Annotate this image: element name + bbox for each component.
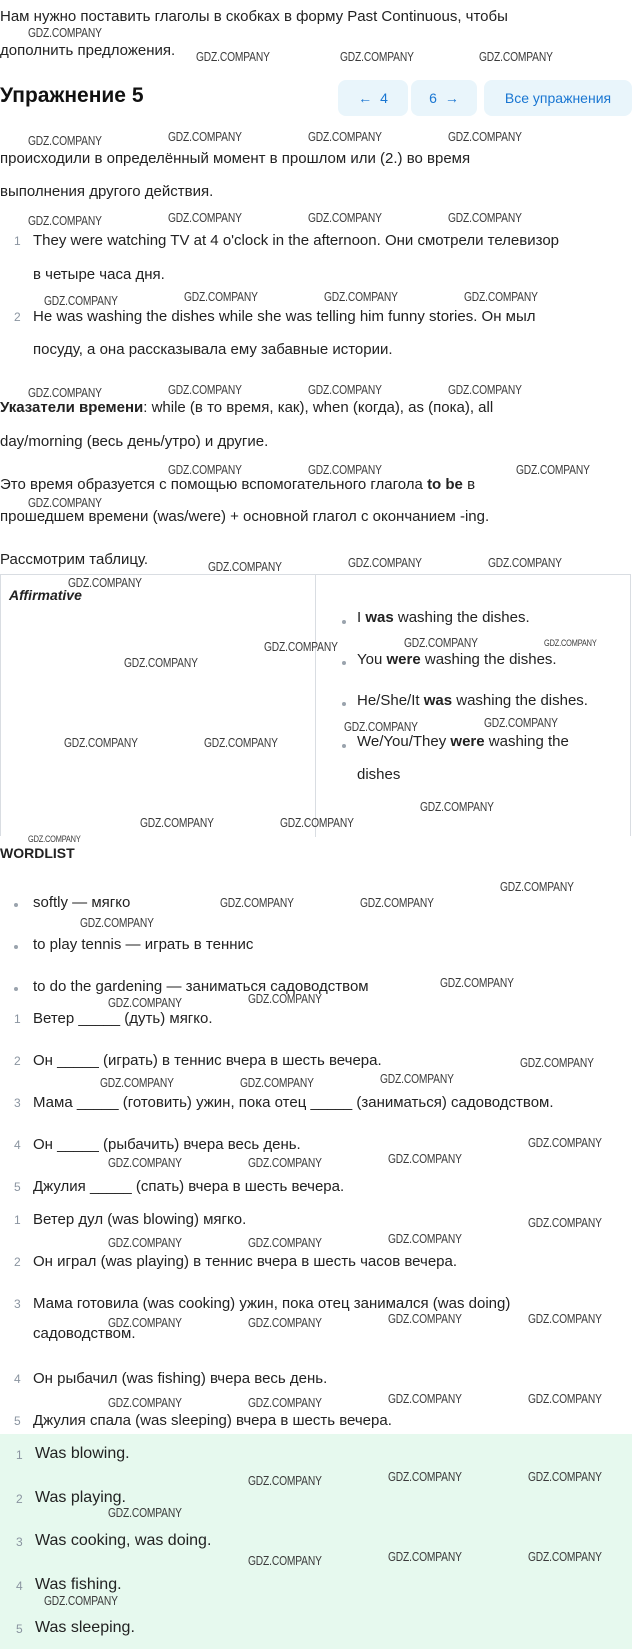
task-item: Он _____ (играть) в теннис вчера в шесть вечера.: [33, 1052, 382, 1069]
example-line: посуду, а она рассказывала ему забавные истории.: [33, 341, 393, 358]
watermark: GDZ.COMPANY: [184, 290, 258, 304]
watermark: GDZ.COMPANY: [488, 556, 562, 570]
bullet-icon: [14, 987, 18, 991]
watermark: GDZ.COMPANY: [388, 1392, 462, 1406]
task-item: Ветер _____ (дуть) мягко.: [33, 1010, 213, 1027]
all-exercises-label: Все упражнения: [504, 90, 612, 106]
watermark: GDZ.COMPANY: [108, 1506, 182, 1520]
row-verb: were: [450, 733, 485, 750]
watermark: GDZ.COMPANY: [108, 1316, 182, 1330]
wordlist-item: to play tennis — играть в теннис: [33, 936, 254, 953]
watermark: GDZ.COMPANY: [440, 976, 514, 990]
watermark: GDZ.COMPANY: [528, 1470, 602, 1484]
watermark: GDZ.COMPANY: [108, 996, 182, 1010]
watermark: GDZ.COMPANY: [208, 560, 282, 574]
affirmative-table: [0, 574, 631, 836]
watermark: GDZ.COMPANY: [264, 640, 338, 654]
formation-text: Это время образуется с помощью вспомогательного глагола: [0, 476, 428, 493]
translation-item: Джулия спала (was sleeping) вчера в шесть вечера.: [33, 1412, 392, 1429]
time-markers-heading: Указатели времени: [0, 399, 144, 416]
watermark: GDZ.COMPANY: [68, 576, 142, 590]
table-intro: Рассмотрим таблицу.: [0, 551, 149, 568]
table-row: [357, 609, 530, 626]
theory-line-1: происходили в определённый момент в прошлом или (2.) во время: [0, 150, 471, 167]
watermark: GDZ.COMPANY: [248, 992, 322, 1006]
example-number: 1: [14, 234, 21, 248]
task-number: 2: [14, 1054, 21, 1068]
watermark: GDZ.COMPANY: [280, 816, 354, 830]
watermark: GDZ.COMPANY: [44, 1594, 118, 1608]
row-verb: were: [386, 651, 421, 668]
next-exercise-label: 6: [429, 90, 437, 106]
watermark: GDZ.COMPANY: [28, 214, 102, 228]
watermark: GDZ.COMPANY: [28, 386, 102, 400]
task-number: 4: [14, 1138, 21, 1152]
watermark: GDZ.COMPANY: [344, 720, 418, 734]
answer-number: 4: [16, 1579, 23, 1593]
watermark: GDZ.COMPANY: [248, 1236, 322, 1250]
answer-item: Was cooking, was doing.: [35, 1532, 212, 1549]
answers-panel: [0, 1434, 632, 1649]
watermark: GDZ.COMPANY: [448, 211, 522, 225]
task-number: 3: [14, 1096, 21, 1110]
watermark: GDZ.COMPANY: [484, 716, 558, 730]
watermark: GDZ.COMPANY: [516, 463, 590, 477]
watermark: GDZ.COMPANY: [388, 1470, 462, 1484]
watermark: GDZ.COMPANY: [248, 1156, 322, 1170]
watermark: GDZ.COMPANY: [168, 383, 242, 397]
row-text-end: washing the: [484, 733, 569, 750]
answer-number: 1: [16, 1448, 23, 1462]
all-exercises-button[interactable]: [484, 80, 632, 116]
watermark: GDZ.COMPANY: [28, 496, 102, 510]
arrow-left-icon: ←: [358, 90, 373, 106]
watermark: GDZ.COMPANY: [220, 896, 294, 910]
bullet-icon: [342, 620, 346, 624]
example-line: He was washing the dishes while she was telling him funny stories. Он мыл: [33, 308, 536, 325]
arrow-right-icon: →: [444, 90, 459, 106]
watermark: GDZ.COMPANY: [168, 211, 242, 225]
prev-exercise-label: 4: [380, 90, 388, 106]
watermark: GDZ.COMPANY: [420, 800, 494, 814]
time-markers-text: : while (в то время, как), when (когда), as (пока), all: [143, 399, 494, 416]
watermark: GDZ.COMPANY: [168, 130, 242, 144]
translation-number: 3: [14, 1297, 21, 1311]
bullet-icon: [14, 945, 18, 949]
row-text-end: washing the dishes.: [393, 609, 530, 626]
wordlist-item: softly — мягко: [33, 894, 131, 911]
translation-item: Он рыбачил (was fishing) вчера весь день.: [33, 1370, 328, 1387]
watermark: GDZ.COMPANY: [520, 1056, 594, 1070]
answer-item: Was playing.: [35, 1489, 126, 1506]
watermark: GDZ.COMPANY: [124, 656, 198, 670]
watermark: GDZ.COMPANY: [248, 1474, 322, 1488]
answer-number: 3: [16, 1535, 23, 1549]
watermark: GDZ.COMPANY: [388, 1232, 462, 1246]
page-title: Упражнение 5: [0, 84, 144, 107]
watermark: GDZ.COMPANY: [448, 383, 522, 397]
formation-bold: to be: [427, 476, 463, 493]
watermark: GDZ.COMPANY: [448, 130, 522, 144]
watermark: GDZ.COMPANY: [108, 1236, 182, 1250]
row-text-end: washing the dishes.: [452, 692, 588, 709]
watermark: GDZ.COMPANY: [108, 1396, 182, 1410]
formation-line-1: [0, 476, 475, 493]
watermark: GDZ.COMPANY: [80, 916, 154, 930]
watermark: GDZ.COMPANY: [108, 1156, 182, 1170]
watermark: GDZ.COMPANY: [544, 638, 597, 648]
watermark: GDZ.COMPANY: [479, 50, 553, 64]
next-exercise-button[interactable]: [411, 80, 477, 116]
watermark: GDZ.COMPANY: [528, 1216, 602, 1230]
theory-line-2: выполнения другого действия.: [0, 183, 214, 200]
watermark: GDZ.COMPANY: [204, 736, 278, 750]
task-item: Мама _____ (готовить) ужин, пока отец _____ (заниматься) садоводством.: [33, 1094, 554, 1111]
translation-number: 2: [14, 1255, 21, 1269]
intro-line-1: Нам нужно поставить глаголы в скобках в форму Past Continuous, чтобы: [0, 8, 508, 25]
watermark: GDZ.COMPANY: [168, 463, 242, 477]
watermark: GDZ.COMPANY: [528, 1136, 602, 1150]
watermark: GDZ.COMPANY: [248, 1316, 322, 1330]
watermark: GDZ.COMPANY: [308, 383, 382, 397]
watermark: GDZ.COMPANY: [500, 880, 574, 894]
watermark: GDZ.COMPANY: [308, 463, 382, 477]
row-text-end: washing the dishes.: [420, 651, 557, 668]
watermark: GDZ.COMPANY: [248, 1554, 322, 1568]
watermark: GDZ.COMPANY: [348, 556, 422, 570]
row-text: You: [357, 651, 387, 668]
answer-number: 2: [16, 1492, 23, 1506]
example-line: They were watching TV at 4 o'clock in the afternoon. Они смотрели телевизор: [33, 232, 560, 249]
watermark: GDZ.COMPANY: [388, 1152, 462, 1166]
watermark: GDZ.COMPANY: [528, 1550, 602, 1564]
prev-exercise-button[interactable]: [338, 80, 408, 116]
watermark: GDZ.COMPANY: [380, 1072, 454, 1086]
table-divider: [315, 575, 316, 837]
watermark: GDZ.COMPANY: [28, 26, 102, 40]
row-verb: was: [423, 692, 453, 709]
bullet-icon: [342, 744, 346, 748]
task-number: 5: [14, 1180, 21, 1194]
table-row-continued: dishes: [357, 766, 401, 783]
table-row: [357, 692, 588, 709]
row-text: We/You/They: [357, 733, 451, 750]
watermark: GDZ.COMPANY: [44, 294, 118, 308]
watermark: GDZ.COMPANY: [308, 130, 382, 144]
task-item: Он _____ (рыбачить) вчера весь день.: [33, 1136, 301, 1153]
example-line: в четыре часа дня.: [33, 266, 165, 283]
task-number: 1: [14, 1012, 21, 1026]
answer-item: Was sleeping.: [35, 1619, 135, 1636]
watermark: GDZ.COMPANY: [196, 50, 270, 64]
table-label: Affirmative: [9, 587, 82, 603]
watermark: GDZ.COMPANY: [340, 50, 414, 64]
translation-number: 4: [14, 1372, 21, 1386]
row-text: He/She/It: [357, 692, 424, 709]
time-markers-line-1: [0, 399, 493, 416]
bullet-icon: [14, 903, 18, 907]
translation-number: 1: [14, 1213, 21, 1227]
row-text: I: [357, 609, 366, 626]
wordlist-item: to do the gardening — заниматься садоводством: [33, 978, 369, 995]
watermark: GDZ.COMPANY: [100, 1076, 174, 1090]
watermark: GDZ.COMPANY: [28, 834, 81, 844]
watermark: GDZ.COMPANY: [528, 1392, 602, 1406]
table-row: [357, 733, 569, 750]
bullet-icon: [342, 661, 346, 665]
watermark: GDZ.COMPANY: [360, 896, 434, 910]
watermark: GDZ.COMPANY: [388, 1550, 462, 1564]
translation-number: 5: [14, 1414, 21, 1428]
example-number: 2: [14, 310, 21, 324]
watermark: GDZ.COMPANY: [28, 134, 102, 148]
watermark: GDZ.COMPANY: [404, 636, 478, 650]
watermark: GDZ.COMPANY: [464, 290, 538, 304]
task-item: Джулия _____ (спать) вчера в шесть вечера.: [33, 1178, 345, 1195]
translation-item: Ветер дул (was blowing) мягко.: [33, 1211, 247, 1228]
answer-number: 5: [16, 1622, 23, 1636]
watermark: GDZ.COMPANY: [64, 736, 138, 750]
formation-text-end: в: [462, 476, 476, 493]
translation-item: Он играл (was playing) в теннис вчера в шесть часов вечера.: [33, 1253, 458, 1270]
translation-item-continued: садоводством.: [33, 1325, 136, 1342]
watermark: GDZ.COMPANY: [248, 1396, 322, 1410]
time-markers-line-2: day/morning (весь день/утро) и другие.: [0, 433, 269, 450]
answer-item: Was fishing.: [35, 1576, 122, 1593]
watermark: GDZ.COMPANY: [528, 1312, 602, 1326]
watermark: GDZ.COMPANY: [308, 211, 382, 225]
translation-item: Мама готовила (was cooking) ужин, пока отец занимался (was doing): [33, 1295, 511, 1312]
watermark: GDZ.COMPANY: [324, 290, 398, 304]
table-row: [357, 651, 557, 668]
watermark: GDZ.COMPANY: [240, 1076, 314, 1090]
watermark: GDZ.COMPANY: [388, 1312, 462, 1326]
wordlist-title: WORDLIST: [0, 845, 75, 861]
intro-line-2: дополнить предложения.: [0, 42, 176, 59]
answer-item: Was blowing.: [35, 1445, 130, 1462]
row-verb: was: [365, 609, 394, 626]
bullet-icon: [342, 702, 346, 706]
watermark: GDZ.COMPANY: [140, 816, 214, 830]
formation-line-2: прошедшем времени (was/were) + основной глагол с окончанием -ing.: [0, 508, 490, 525]
